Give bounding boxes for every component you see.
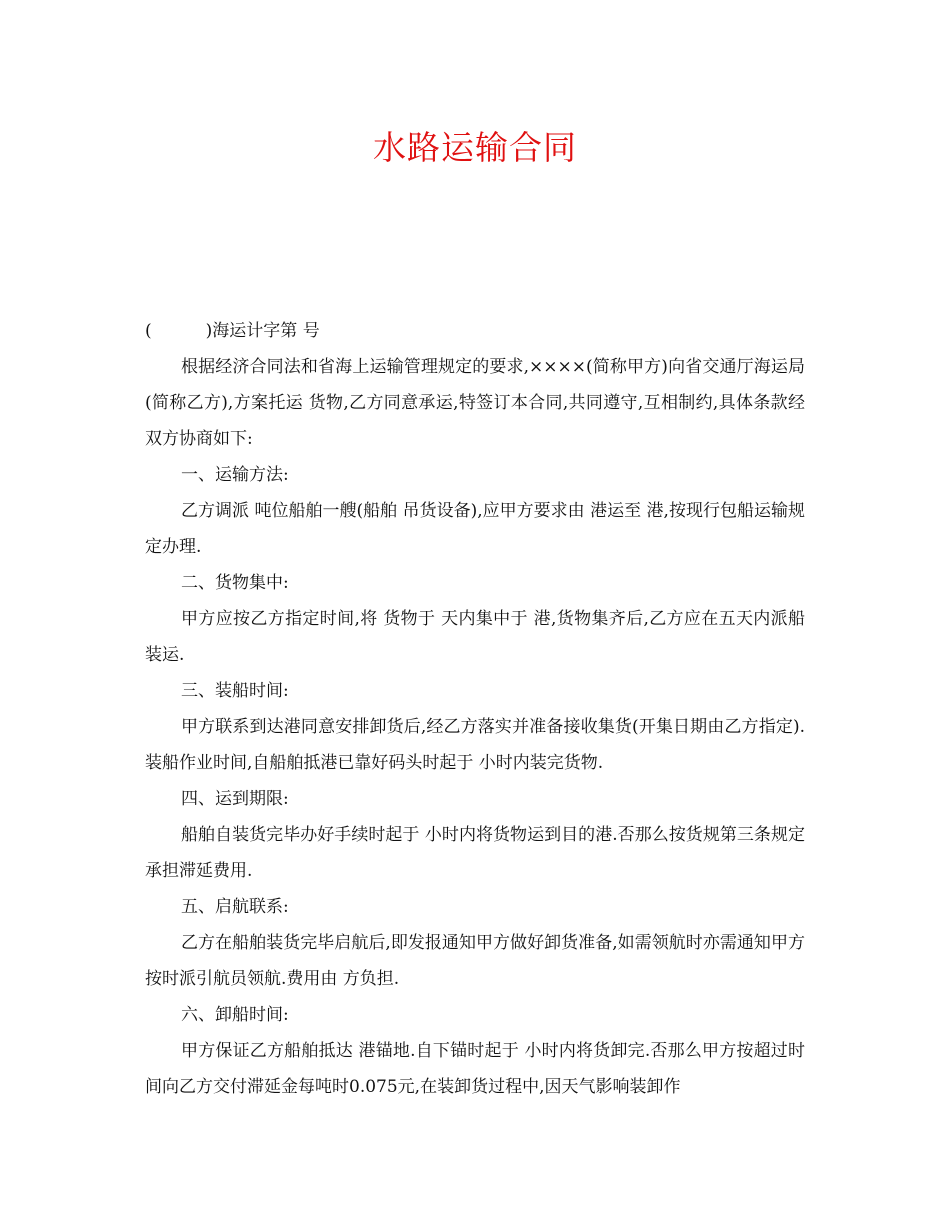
section-heading: 四、运到期限: [181, 789, 289, 809]
section-heading: 五、启航联系: [181, 897, 289, 917]
contract-number-line: ( )海运计字第 号 [145, 321, 320, 341]
section-heading: 六、卸船时间: [181, 1005, 289, 1025]
section-text: 乙方调派 吨位船舶一艘(船舶 吊货设备),应甲方要求由 港运至 港,按现行包船运输规定办理. [145, 501, 805, 557]
document-title: 水路运输合同 [373, 128, 577, 167]
section-heading: 一、运输方法: [181, 465, 289, 485]
section-text: 船舶自装货完毕办好手续时起于 小时内将货物运到目的港.否那么按货规第三条规定承担滞延费用. [145, 825, 805, 881]
section-heading: 二、货物集中: [181, 573, 289, 593]
section-text: 甲方应按乙方指定时间,将 货物于 天内集中于 港,货物集齐后,乙方应在五天内派船装运. [145, 609, 805, 665]
section-heading: 三、装船时间: [181, 681, 289, 701]
intro-paragraph: 根据经济合同法和省海上运输管理规定的要求,××××(简称甲方)向省交通厅海运局(简称乙方),方案托运 货物,乙方同意承运,特签订本合同,共同遵守,互相制约,具体条款经双方协商如下: [145, 357, 805, 449]
section-text: 甲方保证乙方船舶抵达 港锚地.自下锚时起于 小时内将货卸完.否那么甲方按超过时间向乙方交付滞延金每吨时0.075元,在装卸货过程中,因天气影响装卸作 [145, 1041, 805, 1097]
document-body [145, 313, 805, 1105]
section-text: 甲方联系到达港同意安排卸货后,经乙方落实并准备接收集货(开集日期由乙方指定).装船作业时间,自船舶抵港已靠好码头时起于 小时内装完货物. [145, 717, 805, 773]
section-text: 乙方在船舶装货完毕启航后,即发报通知甲方做好卸货准备,如需领航时亦需通知甲方按时派引航员领航.费用由 方负担. [145, 933, 805, 989]
